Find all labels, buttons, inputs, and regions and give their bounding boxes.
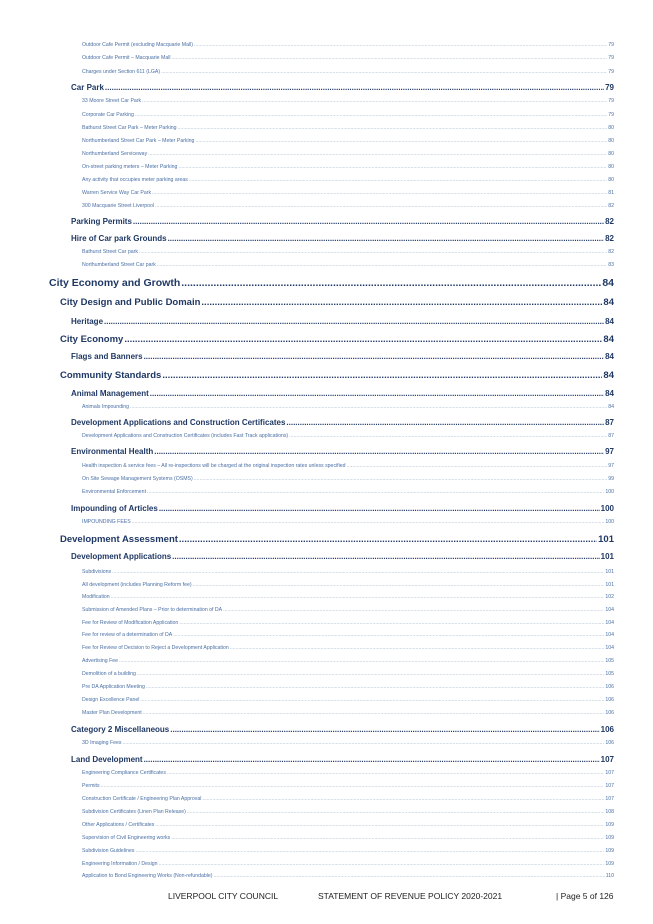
toc-entry-title: Environmental Enforcement bbox=[82, 489, 147, 495]
toc-entry-page: 109 bbox=[605, 835, 614, 841]
toc-entry-page: 87 bbox=[605, 417, 614, 427]
dot-leader bbox=[137, 671, 604, 677]
toc-entry-level-3[interactable] bbox=[71, 418, 614, 429]
toc-entry-title: Fee for Review of Decision to Reject a Development Application bbox=[82, 645, 229, 651]
toc-entry-title: On-street parking meters – Meter Parking bbox=[82, 164, 178, 170]
toc-entry-title: Community Standards bbox=[60, 369, 162, 381]
toc-entry-title: Any activity that occupies meter parking areas bbox=[82, 177, 188, 183]
toc-entry-level-4[interactable] bbox=[82, 594, 614, 602]
toc-entry-level-4[interactable] bbox=[82, 489, 614, 497]
toc-entry-level-4[interactable] bbox=[82, 519, 614, 527]
dot-leader bbox=[286, 418, 604, 427]
toc-entry-level-4[interactable] bbox=[82, 861, 614, 869]
toc-entry-title: 300 Macquarie Street Liverpool bbox=[82, 203, 155, 209]
toc-entry-page: 84 bbox=[608, 404, 614, 410]
dot-leader bbox=[111, 594, 605, 600]
dot-leader bbox=[142, 98, 607, 104]
toc-entry-title: IMPOUNDING FEES bbox=[82, 519, 131, 525]
toc-entry-page: 109 bbox=[605, 848, 614, 854]
page-footer bbox=[0, 891, 653, 905]
toc-entry-page: 84 bbox=[605, 351, 614, 361]
toc-entry-page: 80 bbox=[608, 151, 614, 157]
toc-entry-title: Animals Impounding bbox=[82, 404, 130, 410]
toc-entry-title: Warren Service Way Car Park bbox=[82, 190, 152, 196]
toc-entry-title: Northumberland Street Car Park – Meter Parking bbox=[82, 138, 195, 144]
toc-entry-level-4[interactable] bbox=[82, 125, 614, 133]
toc-entry-page: 106 bbox=[605, 697, 614, 703]
toc-entry-page: 100 bbox=[600, 503, 614, 513]
toc-entry-title: Environmental Health bbox=[71, 446, 154, 456]
dot-leader bbox=[172, 55, 608, 61]
dot-leader bbox=[135, 112, 607, 118]
dot-leader bbox=[119, 658, 604, 664]
toc-entry-title: Bathurst Street Car Park – Meter Parking bbox=[82, 125, 177, 131]
toc-entry-level-4[interactable] bbox=[82, 463, 614, 471]
toc-entry-title: All development (includes Planning Reform fee) bbox=[82, 582, 192, 588]
toc-entry-title: Outdoor Cafe Permit – Macquarie Mall bbox=[82, 55, 171, 61]
toc-entry-page: 109 bbox=[605, 861, 614, 867]
toc-entry-title: Construction Certificate / Engineering Plan Approval bbox=[82, 796, 202, 802]
toc-entry-page: 101 bbox=[600, 551, 614, 561]
toc-entry-level-4[interactable] bbox=[82, 671, 614, 679]
toc-entry-title: On Site Sewage Management Systems (OSMS) bbox=[82, 476, 193, 482]
toc-entry-title: Demolition of a building bbox=[82, 671, 136, 677]
toc-entry-page: 79 bbox=[608, 42, 614, 48]
toc-entry-title: Car Park bbox=[71, 82, 104, 92]
dot-leader bbox=[148, 151, 607, 157]
toc-entry-title: Permits bbox=[82, 783, 100, 789]
toc-entry-level-4[interactable] bbox=[82, 55, 614, 63]
toc-entry-title: Northumberland Serviceway bbox=[82, 151, 148, 157]
toc-entry-level-3[interactable] bbox=[71, 217, 614, 228]
toc-entry-title: Bathurst Street Car park bbox=[82, 249, 138, 255]
toc-entry-title: Subdivisions bbox=[82, 569, 112, 575]
toc-entry-title: Outdoor Cafe Permit (excluding Macquarie Mall) bbox=[82, 42, 193, 48]
toc-entry-page: 105 bbox=[605, 671, 614, 677]
dot-leader bbox=[155, 203, 607, 209]
toc-entry-title: Flags and Banners bbox=[71, 351, 143, 361]
toc-entry-level-4[interactable] bbox=[82, 203, 614, 211]
toc-entry-level-2[interactable] bbox=[60, 370, 614, 383]
dot-leader bbox=[157, 262, 607, 268]
dot-leader bbox=[178, 125, 608, 131]
toc-entry-page: 101 bbox=[598, 533, 614, 545]
toc-entry-page: 104 bbox=[605, 645, 614, 651]
toc-entry-title: Development Assessment bbox=[60, 533, 178, 545]
dot-leader bbox=[123, 740, 605, 746]
toc-entry-page: 97 bbox=[605, 446, 614, 456]
toc-entry-level-4[interactable] bbox=[82, 873, 614, 881]
footer-organization: LIVERPOOL CITY COUNCIL bbox=[168, 891, 279, 901]
toc-entry-page: 84 bbox=[603, 333, 614, 345]
toc-entry-page: 79 bbox=[605, 82, 614, 92]
toc-entry-level-3[interactable] bbox=[71, 725, 614, 736]
toc-entry-level-2[interactable] bbox=[60, 334, 614, 347]
toc-entry-page: 79 bbox=[608, 69, 614, 75]
toc-entry-page: 101 bbox=[605, 569, 614, 575]
dot-leader bbox=[133, 217, 604, 226]
toc-entry-title: Northumberland Street Car park bbox=[82, 262, 156, 268]
toc-entry-page: 104 bbox=[605, 620, 614, 626]
toc-entry-page: 107 bbox=[600, 754, 614, 764]
toc-entry-page: 106 bbox=[600, 724, 614, 734]
toc-entry-title: 33 Moore Street Car Park bbox=[82, 98, 142, 104]
toc-entry-page: 100 bbox=[605, 519, 614, 525]
toc-entry-level-4[interactable] bbox=[82, 710, 614, 718]
toc-entry-level-4[interactable] bbox=[82, 476, 614, 484]
toc-entry-page: 79 bbox=[608, 55, 614, 61]
dot-leader bbox=[101, 783, 605, 789]
dot-leader bbox=[159, 861, 605, 867]
toc-entry-page: 106 bbox=[605, 740, 614, 746]
toc-entry-page: 106 bbox=[605, 710, 614, 716]
toc-entry-title: Design Excellence Panel bbox=[82, 697, 140, 703]
toc-entry-title: Engineering Information / Design bbox=[82, 861, 158, 867]
dot-leader bbox=[202, 796, 604, 802]
dot-leader bbox=[181, 277, 601, 289]
toc-entry-page: 82 bbox=[605, 233, 614, 243]
toc-entry-title: Development Applications and Construction Certificates (includes Fast Track applications) bbox=[82, 433, 289, 439]
toc-entry-level-4[interactable] bbox=[82, 262, 614, 270]
dot-leader bbox=[130, 404, 607, 410]
toc-entry-title: Heritage bbox=[71, 316, 104, 326]
toc-entry-level-4[interactable] bbox=[82, 42, 614, 50]
dot-leader bbox=[154, 447, 604, 456]
toc-entry-level-4[interactable] bbox=[82, 433, 614, 441]
dot-leader bbox=[135, 848, 604, 854]
toc-entry-level-4[interactable] bbox=[82, 658, 614, 666]
dot-leader bbox=[347, 463, 608, 469]
toc-entry-level-4[interactable] bbox=[82, 607, 614, 615]
dot-leader bbox=[187, 809, 605, 815]
toc-entry-page: 84 bbox=[603, 369, 614, 381]
toc-entry-page: 107 bbox=[605, 796, 614, 802]
dot-leader bbox=[173, 632, 604, 638]
toc-entry-level-2[interactable] bbox=[60, 534, 614, 547]
toc-entry-page: 80 bbox=[608, 138, 614, 144]
toc-entry-level-4[interactable] bbox=[82, 620, 614, 628]
toc-entry-page: 81 bbox=[608, 190, 614, 196]
toc-entry-level-4[interactable] bbox=[82, 112, 614, 120]
dot-leader bbox=[159, 504, 600, 513]
toc-entry-title: Supervision of Civil Engineering works bbox=[82, 835, 171, 841]
toc-entry-level-4[interactable] bbox=[82, 404, 614, 412]
toc-entry-title: 3D Imaging Fees bbox=[82, 740, 122, 746]
toc-entry-level-3[interactable] bbox=[71, 552, 614, 563]
dot-leader bbox=[170, 725, 599, 734]
toc-entry-page: 80 bbox=[608, 125, 614, 131]
toc-entry-level-4[interactable] bbox=[82, 822, 614, 830]
toc-entry-level-1[interactable] bbox=[49, 277, 614, 291]
toc-entry-title: City Economy bbox=[60, 333, 124, 345]
toc-entry-title: City Economy and Growth bbox=[49, 277, 181, 289]
toc-entry-title: Modification bbox=[82, 594, 110, 600]
dot-leader bbox=[146, 684, 604, 690]
dot-leader bbox=[124, 334, 602, 345]
toc-entry-page: 82 bbox=[608, 249, 614, 255]
dot-leader bbox=[155, 822, 604, 828]
toc-entry-page: 79 bbox=[608, 112, 614, 118]
toc-entry-page: 106 bbox=[605, 684, 614, 690]
dot-leader bbox=[201, 297, 602, 308]
toc-entry-title: Subdivision Certificates (Linen Plan Release) bbox=[82, 809, 186, 815]
toc-entry-page: 84 bbox=[605, 388, 614, 398]
toc-entry-page: 108 bbox=[605, 809, 614, 815]
dot-leader bbox=[194, 476, 608, 482]
dot-leader bbox=[179, 620, 604, 626]
dot-leader bbox=[150, 389, 604, 398]
toc-entry-level-4[interactable] bbox=[82, 645, 614, 653]
toc-entry-level-3[interactable] bbox=[71, 504, 614, 515]
dot-leader bbox=[152, 190, 607, 196]
toc-entry-title: Application to Bond Engineering Works (Non-refundable) bbox=[82, 873, 213, 879]
toc-entry-level-4[interactable] bbox=[82, 796, 614, 804]
toc-entry-level-4[interactable] bbox=[82, 809, 614, 817]
toc-entry-title: Development Applications and Construction Certificates bbox=[71, 417, 286, 427]
toc-entry-page: 109 bbox=[605, 822, 614, 828]
toc-entry-title: Corporate Car Parking bbox=[82, 112, 134, 118]
toc-entry-level-4[interactable] bbox=[82, 69, 614, 77]
toc-entry-title: Other Applications / Certificates bbox=[82, 822, 155, 828]
dot-leader bbox=[178, 164, 607, 170]
toc-entry-title: Development Applications bbox=[71, 551, 172, 561]
toc-entry-level-4[interactable] bbox=[82, 177, 614, 185]
dot-leader bbox=[172, 552, 599, 561]
toc-entry-page: 99 bbox=[608, 476, 614, 482]
dot-leader bbox=[140, 697, 604, 703]
toc-entry-page: 84 bbox=[603, 296, 614, 308]
toc-entry-page: 100 bbox=[605, 489, 614, 495]
dot-leader bbox=[230, 645, 605, 651]
dot-leader bbox=[143, 710, 605, 716]
toc-entry-page: 82 bbox=[608, 203, 614, 209]
toc-entry-level-4[interactable] bbox=[82, 569, 614, 577]
toc-entry-page: 80 bbox=[608, 164, 614, 170]
toc-entry-title: Subdivision Guidelines bbox=[82, 848, 135, 854]
toc-entry-level-4[interactable] bbox=[82, 848, 614, 856]
toc-entry-level-3[interactable] bbox=[71, 352, 614, 363]
toc-entry-level-4[interactable] bbox=[82, 783, 614, 791]
toc-entry-page: 102 bbox=[605, 594, 614, 600]
dot-leader bbox=[194, 42, 607, 48]
toc-entry-level-3[interactable] bbox=[71, 83, 614, 94]
toc-entry-title: Charges under Section 611 (LGA) bbox=[82, 69, 161, 75]
toc-entry-level-4[interactable] bbox=[82, 684, 614, 692]
toc-entry-page: 97 bbox=[608, 463, 614, 469]
toc-entry-title: Advertising Fee bbox=[82, 658, 119, 664]
toc-entry-level-3[interactable] bbox=[71, 755, 614, 766]
dot-leader bbox=[104, 317, 604, 326]
toc-entry-level-4[interactable] bbox=[82, 164, 614, 172]
dot-leader bbox=[162, 370, 602, 381]
toc-entry-level-3[interactable] bbox=[71, 447, 614, 458]
toc-entry-level-4[interactable] bbox=[82, 151, 614, 159]
toc-entry-page: 82 bbox=[605, 216, 614, 226]
dot-leader bbox=[144, 755, 600, 764]
toc-entry-title: Impounding of Articles bbox=[71, 503, 158, 513]
toc-entry-page: 110 bbox=[605, 873, 614, 879]
dot-leader bbox=[167, 770, 604, 776]
toc-entry-level-4[interactable] bbox=[82, 249, 614, 257]
dot-leader bbox=[193, 582, 605, 588]
dot-leader bbox=[161, 69, 607, 75]
toc-entry-page: 104 bbox=[605, 607, 614, 613]
toc-entry-title: Category 2 Miscellaneous bbox=[71, 724, 170, 734]
toc-entry-title: City Design and Public Domain bbox=[60, 296, 201, 308]
toc-entry-page: 104 bbox=[605, 632, 614, 638]
toc-entry-title: Animal Management bbox=[71, 388, 149, 398]
toc-entry-level-4[interactable] bbox=[82, 582, 614, 590]
toc-entry-page: 101 bbox=[605, 582, 614, 588]
toc-entry-level-4[interactable] bbox=[82, 835, 614, 843]
toc-entry-level-4[interactable] bbox=[82, 190, 614, 198]
toc-entry-level-4[interactable] bbox=[82, 632, 614, 640]
toc-entry-page: 107 bbox=[605, 770, 614, 776]
toc-entry-title: Hire of Car park Grounds bbox=[71, 233, 167, 243]
toc-entry-level-4[interactable] bbox=[82, 98, 614, 106]
toc-entry-page: 79 bbox=[608, 98, 614, 104]
toc-entry-level-2[interactable] bbox=[60, 297, 614, 310]
dot-leader bbox=[195, 138, 607, 144]
toc-entry-level-4[interactable] bbox=[82, 697, 614, 705]
dot-leader bbox=[168, 234, 605, 243]
toc-entry-page: 84 bbox=[605, 316, 614, 326]
toc-entry-level-3[interactable] bbox=[71, 317, 614, 328]
toc-entry-title: Engineering Compliance Certificates bbox=[82, 770, 166, 776]
dot-leader bbox=[112, 569, 604, 575]
dot-leader bbox=[179, 534, 597, 545]
dot-leader bbox=[147, 489, 604, 495]
footer-document-title: STATEMENT OF REVENUE POLICY 2020-2021 bbox=[318, 891, 503, 901]
dot-leader bbox=[289, 433, 607, 439]
toc-entry-level-3[interactable] bbox=[71, 389, 614, 400]
toc-entry-title: Submission of Amended Plans – Prior to determination of DA bbox=[82, 607, 223, 613]
toc-entry-page: 105 bbox=[605, 658, 614, 664]
toc-entry-title: Parking Permits bbox=[71, 216, 132, 226]
toc-entry-title: Fee for Review of Modification Application bbox=[82, 620, 179, 626]
toc-entry-level-4[interactable] bbox=[82, 770, 614, 778]
toc-entry-title: Land Development bbox=[71, 754, 143, 764]
dot-leader bbox=[214, 873, 605, 879]
dot-leader bbox=[223, 607, 604, 613]
toc-entry-level-3[interactable] bbox=[71, 234, 614, 245]
toc-entry-level-4[interactable] bbox=[82, 138, 614, 146]
dot-leader bbox=[144, 352, 605, 361]
dot-leader bbox=[132, 519, 605, 525]
toc-entry-level-4[interactable] bbox=[82, 740, 614, 748]
toc-entry-title: Health inspection & service fees – All re-inspections will be charged at the original inspection rates unless specified bbox=[82, 463, 346, 469]
dot-leader bbox=[105, 83, 604, 92]
toc-entry-page: 84 bbox=[602, 277, 614, 289]
toc-entry-page: 107 bbox=[605, 783, 614, 789]
dot-leader bbox=[139, 249, 607, 255]
toc-entry-title: Pre DA Application Meeting bbox=[82, 684, 145, 690]
toc-entry-page: 87 bbox=[608, 433, 614, 439]
toc-entry-title: Fee for review of a determination of DA bbox=[82, 632, 173, 638]
footer-page-number: | Page 5 of 126 bbox=[556, 891, 614, 901]
toc-entry-page: 80 bbox=[608, 177, 614, 183]
dot-leader bbox=[189, 177, 607, 183]
toc-entry-title: Master Plan Development bbox=[82, 710, 142, 716]
toc-entry-page: 83 bbox=[608, 262, 614, 268]
dot-leader bbox=[171, 835, 604, 841]
